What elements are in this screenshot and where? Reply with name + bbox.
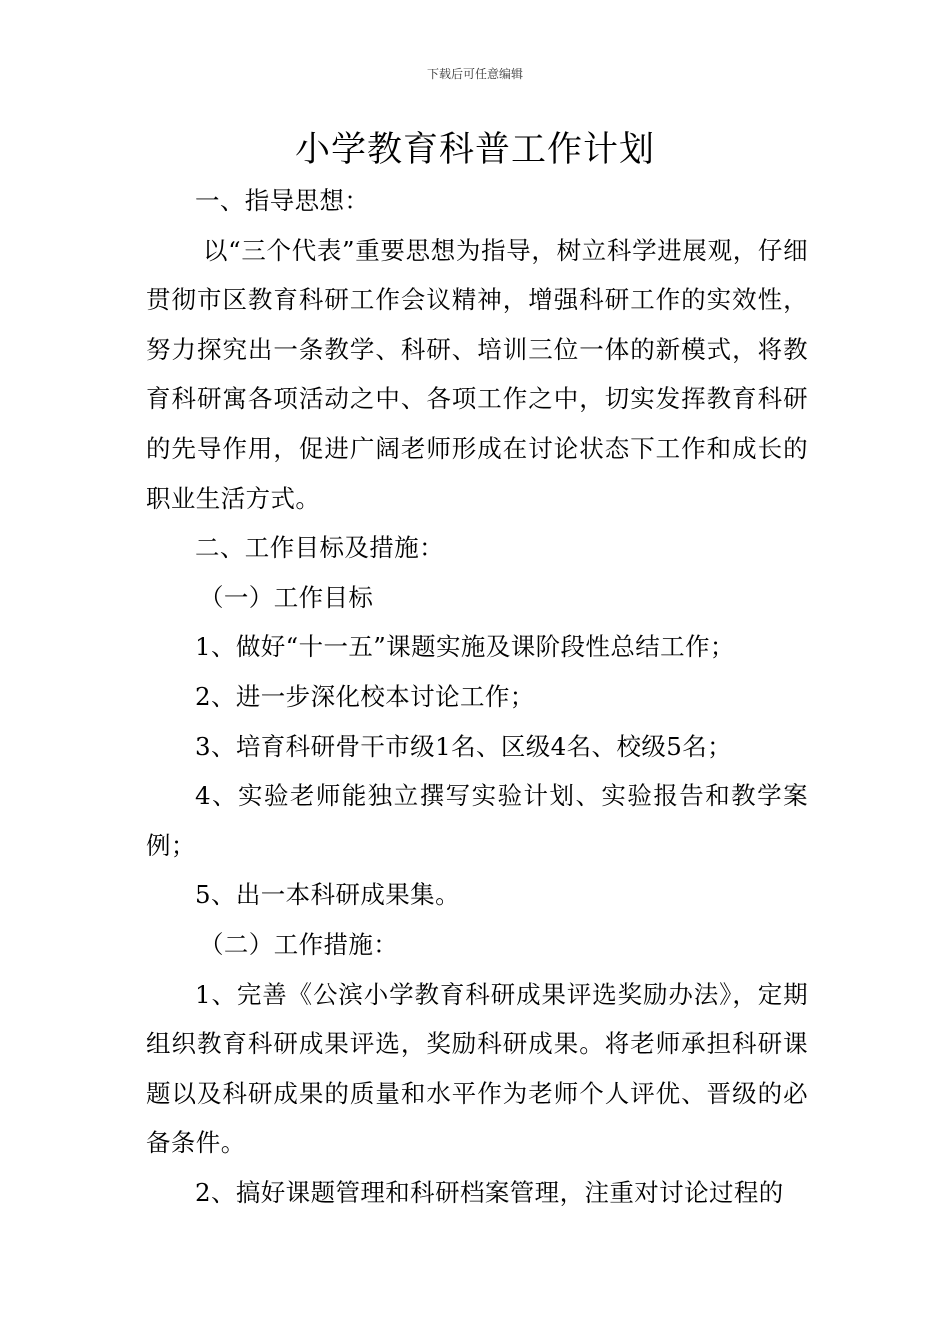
section-heading-goals-measures: 二、工作目标及措施： — [195, 533, 444, 563]
list-item-goal-2: 2、进一步深化校本讨论工作； — [195, 681, 535, 711]
list-item-goal-4: 4、实验老师能独立撰写实验计划、实验报告和教学案例； — [146, 781, 808, 860]
list-item-measure-1: 1、完善《公滨小学教育科研成果评选奖励办法》，定期组织教育科研成果评选，奖励科研成果。将老师承担科研课题以及科研成果的质量和水平作为老师个人评优、晋级的必备条件。 — [146, 979, 808, 1158]
list-item-goal-1: 1、做好“十一五”课题实施及课阶段性总结工作； — [195, 632, 735, 662]
subsection-heading-measures: （二）工作措施： — [199, 929, 399, 959]
list-item-goal-3: 3、培育科研骨干市级1名、区级4名、校级5名； — [195, 731, 733, 761]
section-heading-guiding-ideology: 一、指导思想： — [195, 186, 370, 215]
page-header-note: 下载后可任意编辑 — [426, 67, 523, 81]
subsection-heading-goals: （一）工作目标 — [199, 582, 374, 612]
list-item-measure-2: 2、搞好课题管理和科研档案管理，注重对讨论过程的 — [195, 1177, 784, 1207]
list-item-goal-5: 5、出一本科研成果集。 — [195, 880, 460, 910]
paragraph-guiding-ideology: 以“三个代表”重要思想为指导，树立科学进展观，仔细贯彻市区教育科研工作会议精神，增强科研工作的实效性，努力探究出一条教学、科研、培训三位一体的新模式，将教育科研寓各项活动之中、各项工作之中，切实发挥教育科研的先导作用，促进广阔老师形成在讨论状态下工作和成长的职业生活方式。 — [146, 235, 808, 513]
document-title: 小学教育科普工作计划 — [294, 130, 655, 170]
document-body — [146, 176, 808, 1217]
